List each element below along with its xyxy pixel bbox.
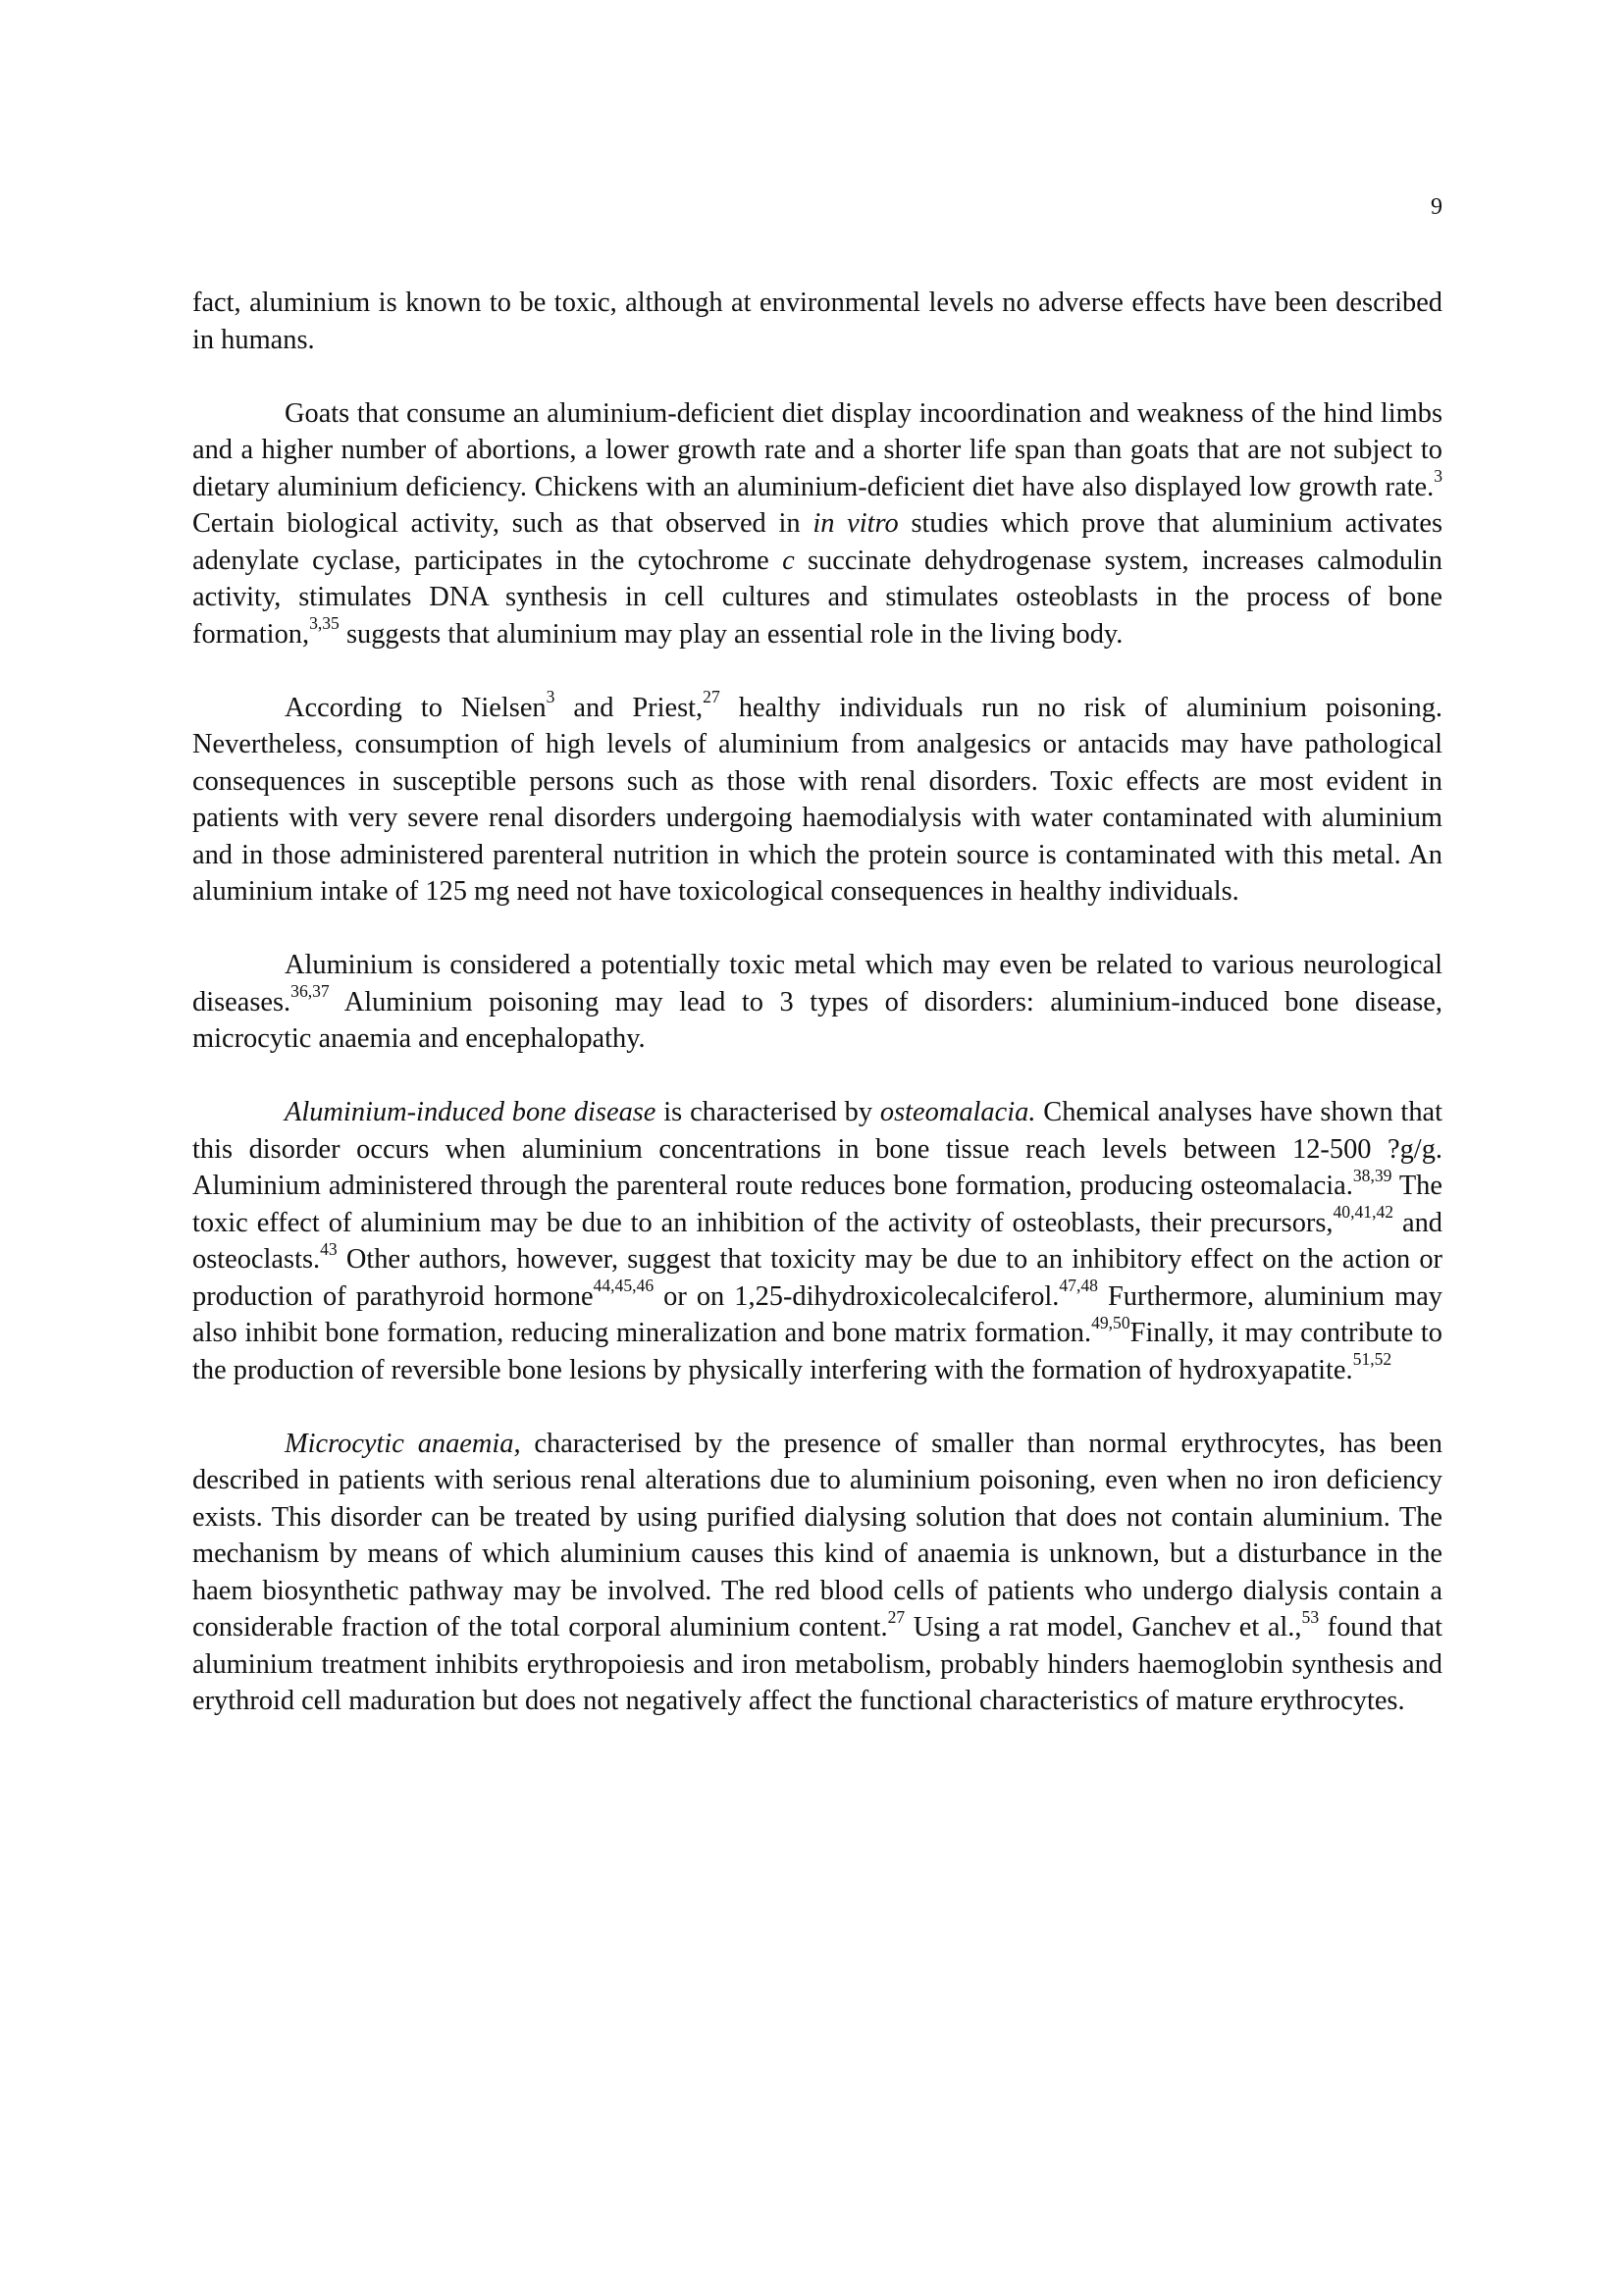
text-run: Using a rat model, Ganchev et al.,	[905, 1612, 1302, 1642]
citation-superscript: 49,50	[1091, 1312, 1130, 1332]
citation-superscript: 40,41,42	[1333, 1202, 1394, 1223]
citation-superscript: 51,52	[1352, 1349, 1392, 1370]
citation-superscript: 3	[546, 687, 555, 707]
text-run: Furthermore, aluminium may also inhibit bone formation, reducing mineralization and bone matrix formation.	[192, 1280, 1442, 1348]
citation-superscript: 44,45,46	[593, 1276, 655, 1296]
citation-superscript: 36,37	[290, 981, 330, 1002]
citation-superscript: 3	[1434, 466, 1442, 487]
paragraph	[192, 1094, 1442, 1388]
text-run: succinate dehydrogenase system, increases calmodulin activity, stimulates DNA synthesis in cell cultures and stimulates osteoblasts in the process of bone formation,	[192, 545, 1442, 650]
citation-superscript: 53	[1301, 1606, 1320, 1627]
text-run: Chemical analyses have shown that this disorder occurs when aluminium concentrations in bone tissue reach levels between 12-500 ?g/g. Aluminium administered through the parenteral route reduces bone formation, producing osteomalacia.	[192, 1097, 1442, 1201]
text-run: or on 1,25-dihydroxicolecalciferol.	[654, 1280, 1060, 1312]
text-run: studies which prove that aluminium activates adenylate cyclase, participates in the cytochrome	[192, 508, 1443, 576]
text-run: According to Nielsen	[285, 692, 547, 723]
citation-superscript: 47,48	[1059, 1276, 1098, 1296]
italic-text: c	[782, 545, 795, 576]
citation-superscript: 3,35	[309, 613, 340, 634]
citation-superscript: 43	[320, 1238, 338, 1259]
italic-text: Microcytic anaemia,	[285, 1428, 521, 1459]
paragraph	[192, 285, 1442, 358]
text-run: is characterised by	[655, 1097, 880, 1127]
text-run: Aluminium is considered a potentially toxic metal which may even be related to various neurological diseases.	[192, 950, 1442, 1017]
citation-superscript: 27	[703, 687, 720, 707]
text-run: Aluminium poisoning may lead to 3 types of disorders: aluminium-induced bone disease, microcytic anaemia and encephalopathy.	[192, 986, 1442, 1054]
text-run: Finally, it may contribute to the production of reversible bone lesions by physically interfering with the formation of hydroxyapatite.	[192, 1318, 1442, 1385]
text-run: Goats that consume an aluminium-deficient diet display incoordination and weakness of the hind limbs and a higher number of abortions, a lower growth rate and a shorter life span than goats that are not subject to dietary aluminium deficiency. Chickens with an aluminium-deficient diet have also displayed low growth rate.	[192, 397, 1442, 502]
body-text	[192, 285, 1442, 1756]
text-run: characterised by the presence of smaller than normal erythrocytes, has been described in patients with serious renal alterations due to aluminium poisoning, even when no iron deficiency exists. This disorder can be treated by using purified dialysing solution that does not contain aluminium. The mechanism by means of which aluminium causes this kind of anaemia is unknown, but a disturbance in the haem biosynthetic pathway may be involved. The red blood cells of patients who undergo dialysis contain a considerable fraction of the total corporal aluminium content.	[192, 1428, 1442, 1642]
text-run: and Priest,	[554, 692, 704, 723]
text-run: Certain biological activity, such as that observed in	[192, 508, 813, 539]
paragraph	[192, 947, 1442, 1058]
paragraph	[192, 687, 1442, 911]
text-run: suggests that aluminium may play an essential role in the living body.	[339, 618, 1124, 650]
paragraph	[192, 1426, 1442, 1720]
text-run: healthy individuals run no risk of aluminium poisoning. Nevertheless, consumption of high levels of aluminium from analgesics or antacids may have pathological consequences in susceptible persons such as those with renal disorders. Toxic effects are most evident in patients with very severe renal disorders undergoing haemodialysis with water contaminated with aluminium and in those administered parenteral nutrition in which the protein source is contaminated with this metal. An aluminium intake of 125 mg need not have toxicological consequences in healthy individuals.	[192, 692, 1442, 907]
italic-text: in vitro	[812, 508, 899, 539]
italic-text: Aluminium-induced bone disease	[285, 1097, 656, 1127]
paragraph	[192, 395, 1442, 653]
text-run: found that aluminium treatment inhibits erythropoiesis and iron metabolism, probably hinders haemoglobin synthesis and erythroid cell maduration but does not negatively affect the functional characteristics of mature erythrocytes.	[192, 1612, 1443, 1716]
text-run: Other authors, however, suggest that toxicity may be due to an inhibitory effect on the action or production of parathyroid hormone	[192, 1244, 1442, 1312]
citation-superscript: 27	[887, 1606, 906, 1627]
italic-text: osteomalacia.	[879, 1097, 1036, 1127]
page-number: 9	[1431, 194, 1442, 220]
text-run: The toxic effect of aluminium may be due to an inhibition of the activity of osteoblasts, their precursors,	[192, 1171, 1442, 1238]
text-run: fact, aluminium is known to be toxic, although at environmental levels no adverse effects have been described in humans.	[192, 287, 1442, 355]
text-run: and osteoclasts.	[192, 1207, 1442, 1275]
citation-superscript: 38,39	[1352, 1165, 1392, 1185]
